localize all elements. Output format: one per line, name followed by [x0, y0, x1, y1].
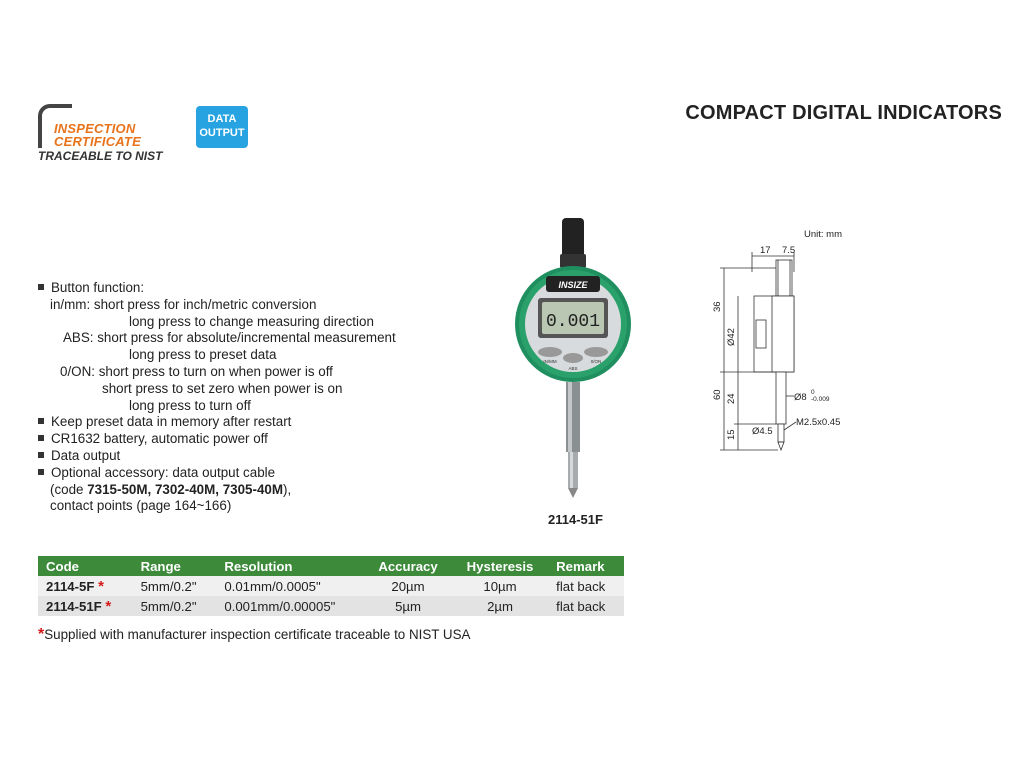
btn-label-left: IN/MM	[543, 359, 557, 364]
cell-code	[38, 576, 133, 596]
cert-subtitle: TRACEABLE TO NIST	[38, 149, 163, 163]
star-icon: *	[105, 597, 112, 615]
abs-button-icon	[563, 353, 583, 363]
list-item	[38, 448, 508, 465]
col-remark: Remark	[548, 556, 624, 576]
page-title: COMPACT DIGITAL INDICATORS	[685, 102, 1002, 124]
list-item	[38, 398, 508, 415]
dim-m2-5: M2.5x0.45	[796, 417, 841, 428]
feature-text: Data output	[51, 447, 121, 463]
footnote	[38, 626, 470, 644]
footnote-text: Supplied with manufacturer inspection certificate traceable to NIST USA	[44, 627, 471, 642]
list-item	[38, 498, 508, 515]
inspection-certificate-logo	[38, 104, 178, 164]
dim-17: 17	[760, 245, 771, 256]
star-icon: *	[38, 626, 45, 643]
feature-text: CR1632 battery, automatic power off	[51, 431, 268, 447]
list-item	[38, 414, 508, 431]
dim-42: Ø42	[726, 328, 737, 346]
feature-text: ABS: short press for absolute/incremental measurement	[63, 330, 396, 346]
list-item	[38, 297, 508, 314]
btn-label-mid: ABS	[568, 366, 578, 371]
cell-hysteresis: 2µm	[452, 596, 548, 616]
dim-15: 15	[726, 429, 737, 440]
bullet-icon	[38, 435, 44, 441]
cell-code	[38, 596, 133, 616]
feature-text: Keep preset data in memory after restart	[51, 414, 292, 430]
badge-line2: OUTPUT	[199, 127, 245, 139]
bullet-icon	[38, 452, 44, 458]
cell-range: 5mm/0.2"	[133, 596, 217, 616]
table-row	[38, 576, 624, 596]
cell-accuracy: 5µm	[364, 596, 452, 616]
bullet-icon	[38, 284, 44, 290]
list-item	[38, 482, 508, 499]
col-hysteresis: Hysteresis	[452, 556, 548, 576]
cell-remark: flat back	[548, 576, 624, 596]
code-text: 2114-5F	[46, 578, 95, 594]
feature-text: long press to preset data	[129, 347, 277, 363]
bullet-icon	[38, 469, 44, 475]
dim-36: 36	[712, 301, 723, 312]
feature-text: (code	[50, 481, 88, 497]
on-button-icon	[584, 347, 608, 357]
feature-text: Optional accessory: data output cable	[51, 464, 276, 480]
cell-accuracy: 20µm	[364, 576, 452, 596]
cell-resolution: 0.01mm/0.0005"	[216, 576, 364, 596]
bullet-icon	[38, 418, 44, 424]
cert-line1: INSPECTION	[54, 121, 136, 136]
cell-range: 5mm/0.2"	[133, 576, 217, 596]
dim-8-lower: -0.009	[811, 396, 830, 403]
table-header-row	[38, 556, 624, 576]
col-accuracy: Accuracy	[364, 556, 452, 576]
star-icon: *	[98, 577, 104, 595]
digital-indicator-image	[508, 214, 638, 504]
cert-line2: CERTIFICATE	[54, 134, 141, 149]
col-resolution: Resolution	[216, 556, 364, 576]
list-item	[38, 465, 508, 482]
col-range: Range	[133, 556, 217, 576]
inmm-button-icon	[538, 347, 562, 357]
badge-line1: DATA	[207, 113, 237, 125]
list-item	[38, 347, 508, 364]
feature-text: Button function:	[51, 280, 145, 295]
feature-list	[38, 280, 508, 515]
list-item	[38, 280, 508, 297]
accessory-codes: 7315-50M, 7302-40M, 7305-40M	[87, 481, 283, 497]
feature-text: ),	[283, 481, 292, 497]
dimension-drawing	[690, 224, 860, 464]
list-item	[38, 330, 508, 347]
dim-4-5: Ø4.5	[752, 426, 773, 437]
table-row	[38, 596, 624, 616]
product-caption: 2114-51F	[548, 512, 603, 527]
dim-8-upper: 0	[811, 389, 815, 396]
cell-remark: flat back	[548, 596, 624, 616]
code-text: 2114-51F	[46, 598, 102, 614]
dim-60: 60	[712, 389, 723, 400]
spec-table	[38, 556, 624, 616]
list-item	[38, 381, 508, 398]
list-item	[38, 431, 508, 448]
lcd-display: 0.001	[545, 312, 601, 332]
brand-label: INSIZE	[558, 280, 588, 290]
unit-label: Unit: mm	[804, 229, 842, 240]
dim-8: Ø8	[794, 392, 807, 403]
feature-text: 0/ON: short press to turn on when power is off	[60, 363, 333, 379]
col-code: Code	[38, 556, 133, 576]
feature-text: long press to change measuring direction	[129, 313, 374, 329]
feature-text: short press to set zero when power is on	[102, 380, 343, 396]
cell-hysteresis: 10µm	[452, 576, 548, 596]
feature-text: in/mm: short press for inch/metric conversion	[50, 296, 317, 312]
contact-point-icon	[568, 488, 578, 498]
cell-resolution: 0.001mm/0.00005"	[216, 596, 364, 616]
feature-text: contact points (page 164~166)	[50, 498, 232, 514]
btn-label-right: 0/ON	[590, 359, 602, 364]
dim-24: 24	[726, 393, 737, 404]
feature-text: long press to turn off	[129, 397, 251, 413]
list-item	[38, 364, 508, 381]
data-output-badge	[196, 106, 248, 148]
dim-7-5: 7.5	[782, 245, 796, 256]
list-item	[38, 314, 508, 331]
